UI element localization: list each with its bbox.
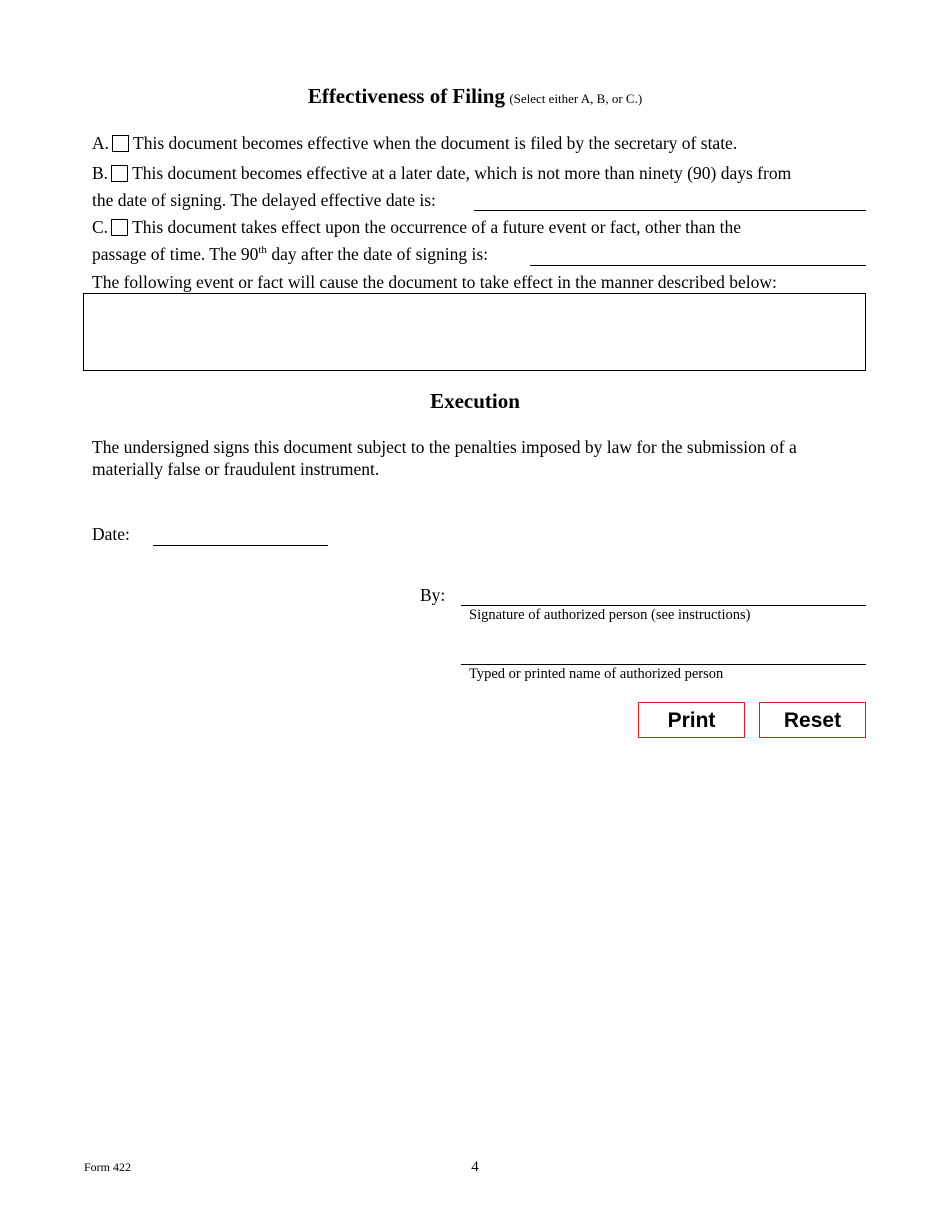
option-c-line2 (92, 244, 488, 265)
option-c-checkbox[interactable] (111, 219, 128, 236)
option-a-text: This document becomes effective when the document is filed by the secretary of state. (133, 133, 738, 153)
page-number: 4 (471, 1159, 479, 1175)
option-b-row (92, 163, 791, 184)
printed-name-field[interactable] (461, 646, 866, 665)
ninetieth-day-date-field[interactable] (530, 247, 866, 266)
reset-button[interactable]: Reset (759, 702, 866, 738)
option-b-text-line2: the date of signing. The delayed effective date is: (92, 190, 436, 210)
option-c-text-line2-post: day after the date of signing is: (266, 244, 489, 264)
execution-heading: Execution (430, 389, 520, 413)
option-c-row (92, 217, 741, 238)
date-label: Date: (92, 524, 130, 544)
option-c-text-line1: This document takes effect upon the occurrence of a future event or fact, other than the (132, 217, 742, 237)
option-a-row (92, 133, 737, 154)
effectiveness-subtitle: (Select either A, B, or C.) (509, 91, 643, 106)
delayed-effective-date-field[interactable] (474, 192, 866, 211)
option-b-checkbox[interactable] (111, 165, 128, 182)
option-c-letter: C. (92, 217, 109, 237)
signature-caption: Signature of authorized person (see instructions) (469, 607, 751, 623)
event-description-box[interactable] (83, 293, 866, 371)
option-b-letter: B. (92, 163, 109, 183)
printed-name-caption: Typed or printed name of authorized person (469, 666, 724, 682)
form-number: Form 422 (84, 1160, 132, 1174)
option-a-letter: A. (92, 133, 110, 153)
option-c-superscript: th (258, 244, 267, 257)
effectiveness-heading: Effectiveness of Filing (307, 84, 505, 108)
by-label: By: (420, 585, 446, 605)
execution-statement: The undersigned signs this document subject to the penalties imposed by law for the submission of a materially false or fraudulent instrument. (92, 437, 797, 479)
print-button[interactable]: Print (638, 702, 745, 738)
option-a-checkbox[interactable] (112, 135, 129, 152)
option-b-text-line1: This document becomes effective at a later date, which is not more than ninety (90) days from (132, 163, 792, 183)
event-prompt: The following event or fact will cause the document to take effect in the manner described below: (92, 272, 777, 292)
section-title (0, 84, 950, 109)
option-c-text-line2-pre: passage of time. The 90 (92, 244, 259, 264)
date-field[interactable] (153, 527, 328, 546)
signature-field[interactable] (461, 587, 866, 606)
